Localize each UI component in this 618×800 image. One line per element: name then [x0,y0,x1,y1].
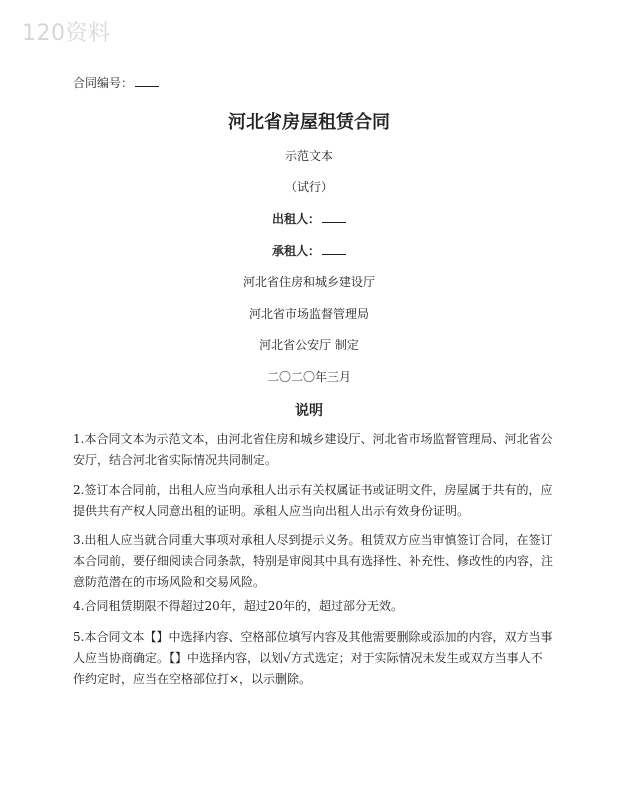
issuer-housing: 河北省住房和城乡建设厅 [242,275,375,289]
notes-heading: 说明 [295,403,323,419]
issuer-market: 河北省市场监督管理局 [248,307,369,321]
issue-date: 二〇二〇年三月 [266,370,351,384]
lessee-line [0,242,618,259]
lessor-label: 出租人： [271,212,320,226]
lessee-label: 承租人： [271,244,320,258]
issuer-police: 河北省公安厅 制定 [259,338,359,352]
lessee-blank [322,244,346,255]
note-item-3: 3.出租人应当就合同重大事项对承租人尽到提示义务。租赁双方应当审慎签订合同，在签订本合同前，要仔细阅读合同条款，特别是审阅其中具有选择性、补充性、修改性的内容，注意防范潜在的市场风险和交易风险。 [73,533,554,589]
contract-number-line [73,74,159,91]
contract-number-label: 合同编号： [73,76,134,90]
watermark: 120资料 [22,21,111,46]
trial-label: （试行） [284,180,333,194]
note-item-5: 5.本合同文本【】中选择内容、空格部位填写内容及其他需要删除或添加的内容，双方当事人应当协商确定。【】中选择内容，以划√方式选定；对于实际情况未发生或双方当事人不作约定时，应当在空格部位打×，以示删除。 [73,630,553,686]
lessor-blank [322,212,346,223]
document-subtitle: 示范文本 [284,149,333,163]
document-title: 河北省房屋租赁合同 [228,112,390,133]
note-item-1: 1.本合同文本为示范文本，由河北省住房和城乡建设厅、河北省市场监督管理局、河北省公安厅，结合河北省实际情况共同制定。 [73,432,553,467]
note-item-2: 2.签订本合同前，出租人应当向承租人出示有关权属证书或证明文件，房屋属于共有的，应提供共有产权人同意出租的证明。承租人应当向出租人出示有效身份证明。 [73,483,553,518]
contract-number-blank [135,76,159,87]
note-item-4: 4.合同租赁期限不得超过20年，超过20年的，超过部分无效。 [73,599,403,613]
lessor-line [0,210,618,227]
